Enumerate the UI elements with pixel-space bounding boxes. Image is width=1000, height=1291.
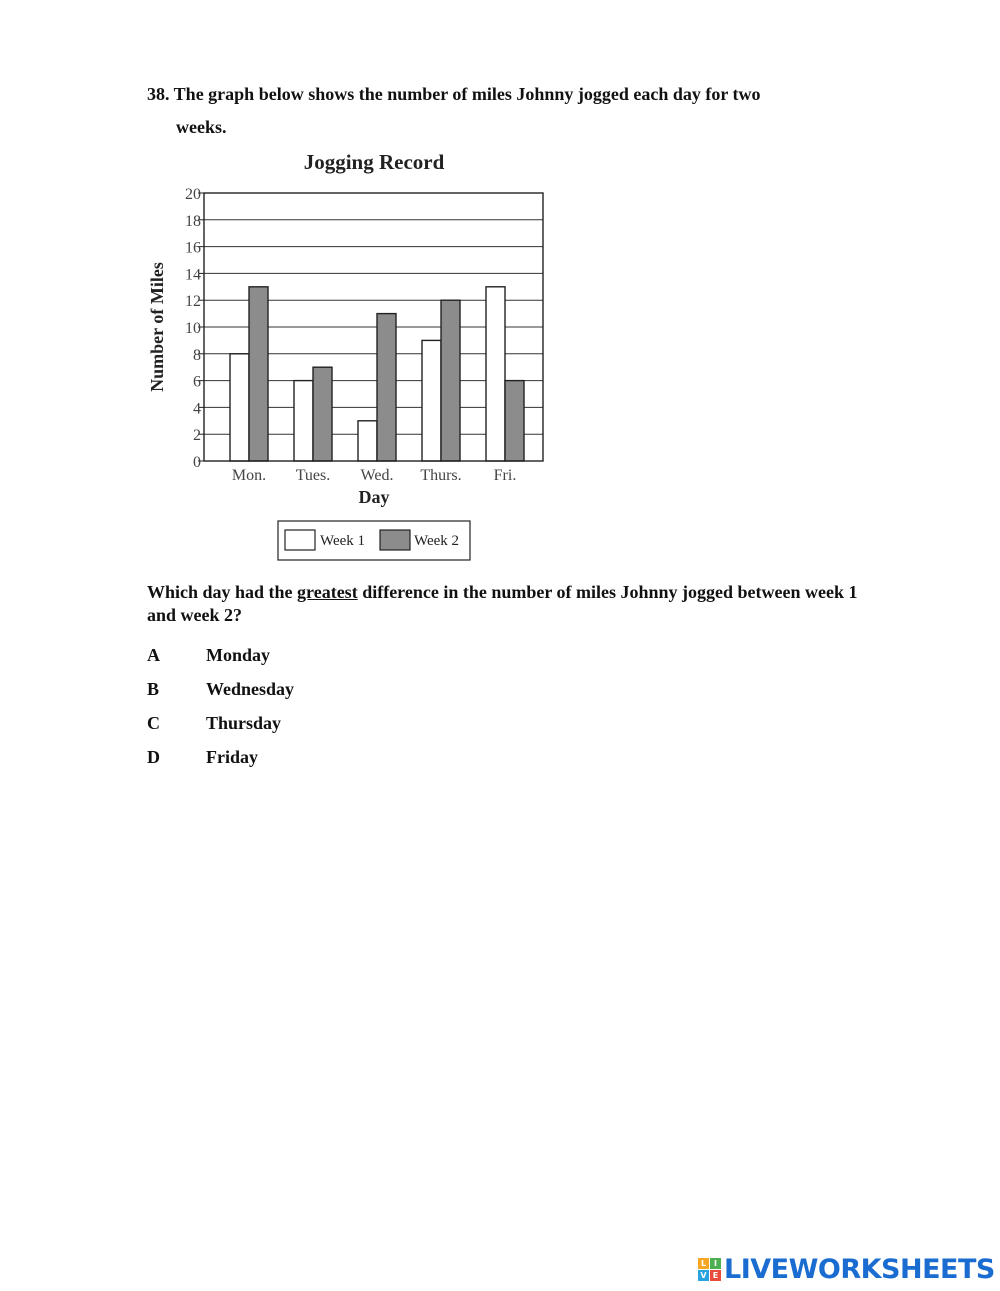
choice-letter: A xyxy=(147,645,160,665)
choice-text: Monday xyxy=(206,645,271,665)
x-tick-label: Wed. xyxy=(360,467,394,484)
bar-week2-wed xyxy=(377,314,396,461)
x-tick-label: Mon. xyxy=(231,467,267,484)
x-tick-label: Fri. xyxy=(493,467,517,484)
legend-label-week1: Week 1 xyxy=(320,533,366,549)
logo-tile: V xyxy=(698,1270,709,1281)
legend-label-week2: Week 2 xyxy=(414,533,460,549)
x-tick-label: Thurs. xyxy=(420,467,462,484)
choice-letter: B xyxy=(147,679,160,699)
logo-tile: I xyxy=(710,1258,721,1269)
bar-week1-tues xyxy=(294,381,313,461)
y-axis-ticks xyxy=(185,186,204,471)
choice-d[interactable] xyxy=(147,747,294,781)
x-axis-ticks xyxy=(232,467,516,484)
question-prompt xyxy=(147,581,887,627)
x-axis-label: Day xyxy=(358,487,390,507)
prompt-text-before: Which day had the xyxy=(147,582,298,602)
y-tick-label: 8 xyxy=(193,346,201,364)
choice-text: Thursday xyxy=(206,713,282,733)
question-text-line2: weeks. xyxy=(176,117,227,137)
choice-text: Friday xyxy=(206,747,258,767)
bar-week1-fri xyxy=(486,287,505,461)
chart-title: Jogging Record xyxy=(303,150,445,174)
y-tick-label: 20 xyxy=(185,186,201,203)
y-tick-label: 14 xyxy=(185,266,201,284)
jogging-record-chart xyxy=(140,140,517,565)
brand-name: LIVEWORKSHEETS xyxy=(724,1254,995,1285)
choice-a[interactable] xyxy=(147,645,294,679)
prompt-emphasis: greatest xyxy=(297,582,358,602)
liveworksheets-logo xyxy=(698,1254,995,1285)
y-tick-label: 2 xyxy=(193,427,201,445)
y-tick-label: 16 xyxy=(185,239,201,257)
bar-week2-tues xyxy=(313,367,332,461)
y-tick-label: 0 xyxy=(193,454,201,471)
legend xyxy=(278,521,470,560)
y-tick-label: 12 xyxy=(185,293,201,311)
bars xyxy=(230,287,524,461)
y-tick-label: 6 xyxy=(193,373,201,391)
bar-week1-wed xyxy=(358,421,377,461)
y-axis-label: Number of Miles xyxy=(147,262,167,392)
logo-icon xyxy=(698,1258,721,1281)
prompt-text-after: difference in the number of miles Johnny jogged between week 1 and week 2? xyxy=(147,582,858,625)
logo-tile: E xyxy=(710,1270,721,1281)
answer-choices xyxy=(147,645,294,781)
choice-text: Wednesday xyxy=(206,679,295,699)
bar-week2-mon xyxy=(249,287,268,461)
choice-letter: C xyxy=(147,713,160,733)
y-tick-label: 4 xyxy=(193,400,201,418)
y-tick-label: 18 xyxy=(185,212,201,230)
choice-b[interactable] xyxy=(147,679,294,713)
legend-swatch-week2 xyxy=(380,530,410,550)
bar-week1-mon xyxy=(230,354,249,461)
bar-week2-fri xyxy=(505,381,524,461)
bar-week1-thurs xyxy=(422,340,441,461)
question-text-line1: 38. The graph below shows the number of miles Johnny jogged each day for two xyxy=(147,84,761,104)
bar-week2-thurs xyxy=(441,300,460,461)
x-tick-label: Tues. xyxy=(295,467,331,484)
legend-swatch-week1 xyxy=(285,530,315,550)
y-tick-label: 10 xyxy=(185,320,201,337)
choice-letter: D xyxy=(147,747,160,767)
choice-c[interactable] xyxy=(147,713,294,747)
logo-tile: L xyxy=(698,1258,709,1269)
